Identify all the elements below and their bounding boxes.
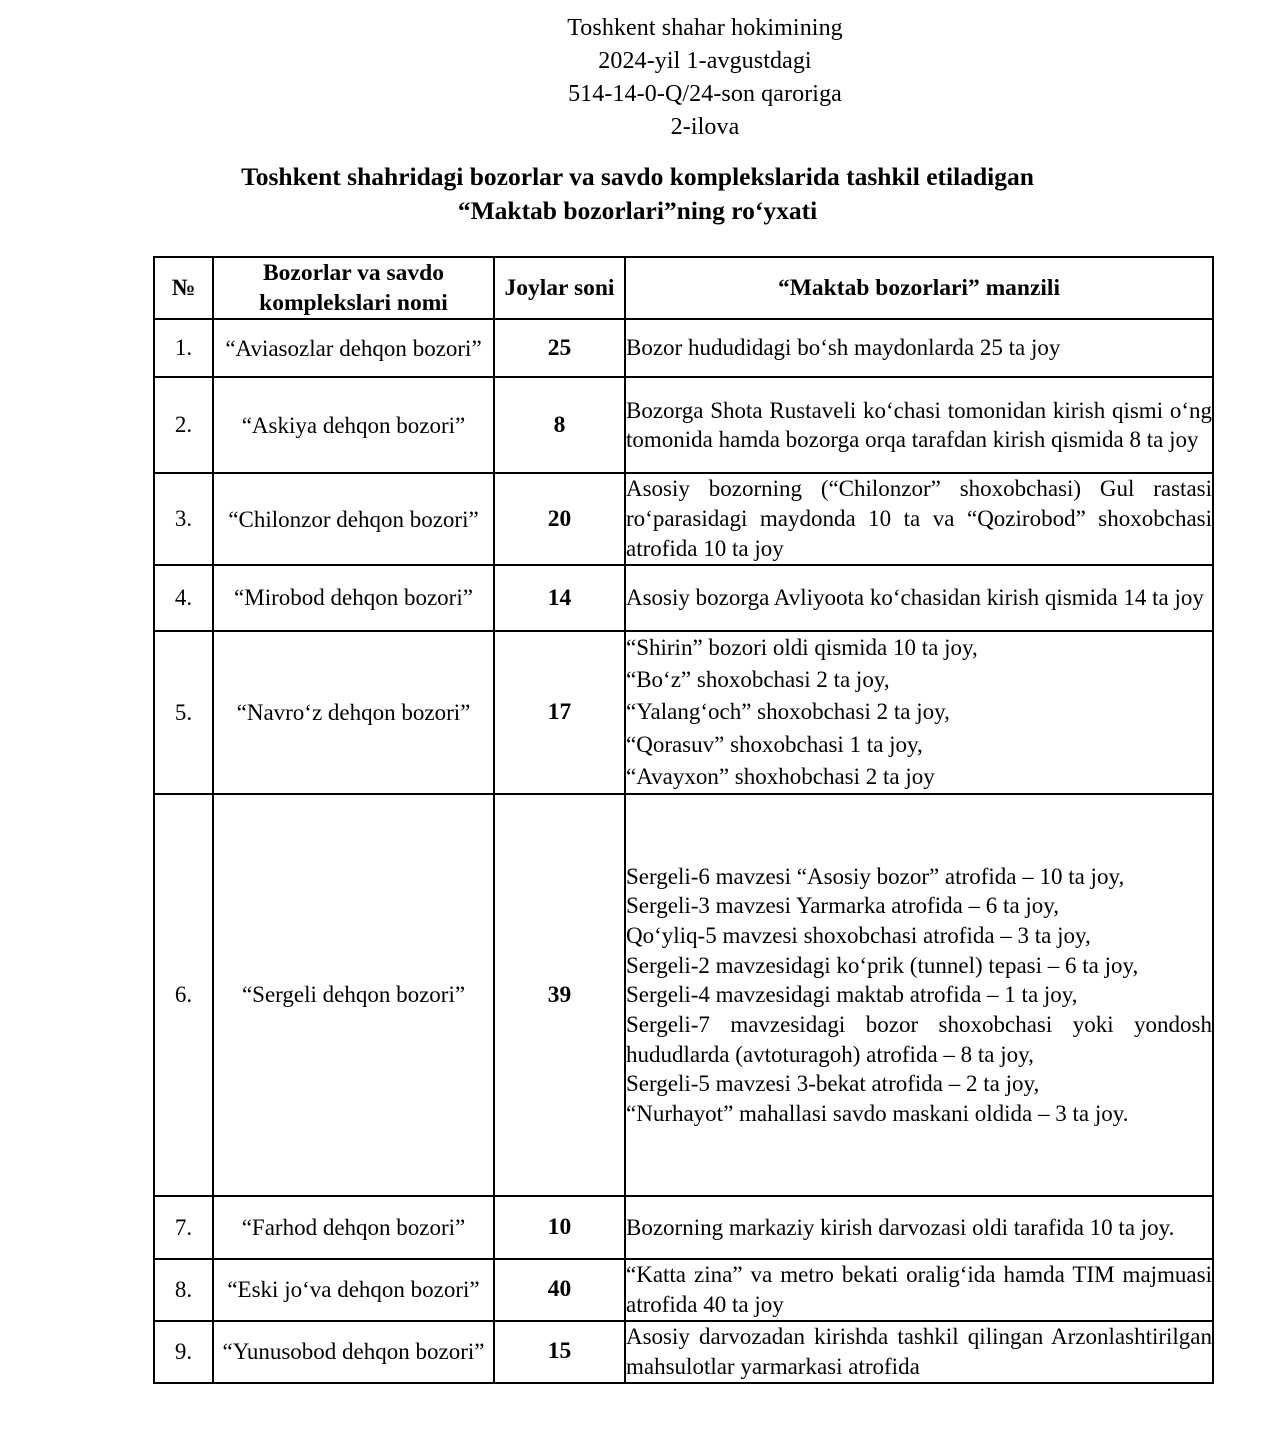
table-row	[154, 473, 1213, 565]
places-count: 15	[494, 1321, 625, 1383]
column-header-market-name-line-2: komplekslari nomi	[259, 290, 448, 317]
address-line: Sergeli-3 mavzesi Yarmarka atrofida – 6 ta joy,	[626, 893, 1060, 919]
table-row	[154, 319, 1213, 377]
market-name	[213, 565, 494, 631]
column-header-market-name	[213, 257, 494, 319]
row-number: 5.	[154, 631, 213, 794]
page-title-line-1: Toshkent shahridagi bozorlar va savdo komplekslarida tashkil etiladigan	[241, 162, 1034, 192]
address-line: “Yalang‘och” shoxobchasi 2 ta joy,	[626, 699, 950, 725]
market-name-line-1: “Mirobod dehqon	[234, 585, 399, 611]
address-line: Sergeli-5 mavzesi 3-bekat atrofida – 2 ta joy,	[626, 1071, 1040, 1097]
address-line: Asosiy bozorning (“Chilonzor” shoxobchasi) Gul rastasi ro‘parasidagi maydonda 10 ta va “Qozirobod” shoxobchasi atrofida 10 ta joy	[626, 476, 1212, 562]
table-row	[154, 1321, 1213, 1383]
market-name-line-1: “Farhod dehqon	[241, 1214, 391, 1240]
market-address	[625, 794, 1213, 1196]
address-line: Sergeli-2 mavzesidagi ko‘prik (tunnel) tepasi – 6 ta joy,	[626, 952, 1139, 978]
table-row	[154, 565, 1213, 631]
market-address	[625, 1321, 1213, 1383]
document-header	[0, 0, 1275, 144]
table-row	[154, 794, 1213, 1196]
address-line: Bozorga Shota Rustaveli ko‘chasi tomonidan kirish qismi o‘ng tomonida hamda bozorga orqa tarafdan kirish qismida 8 ta joy	[626, 397, 1212, 453]
column-header-number: №	[154, 257, 213, 319]
market-name-line-1: “Yunusobod dehqon	[222, 1338, 410, 1364]
address-line: Bozorning markaziy kirish darvozasi oldi tarafida 10 ta joy.	[626, 1214, 1175, 1240]
address-line: “Bo‘z” shoxobchasi 2 ta joy,	[626, 667, 890, 693]
address-line: “Shirin” bozori oldi qismida 10 ta joy,	[626, 635, 978, 661]
row-number: 8.	[154, 1259, 213, 1321]
market-name-line-2: bozori”	[409, 506, 479, 532]
market-name	[213, 319, 494, 377]
market-name-line-2: bozori”	[410, 1277, 480, 1303]
market-name	[213, 377, 494, 473]
places-count: 25	[494, 319, 625, 377]
address-line: “Qorasuv” shoxobchasi 1 ta joy,	[626, 731, 923, 757]
header-line-4: 2-ilova	[670, 114, 740, 141]
table-header-row	[154, 257, 1213, 319]
row-number: 6.	[154, 794, 213, 1196]
market-address	[625, 473, 1213, 565]
address-line: Qo‘yliq-5 mavzesi shoxobchasi atrofida – 3 ta joy,	[626, 922, 1091, 948]
column-header-address: “Maktab bozorlari” manzili	[625, 257, 1213, 319]
market-name-line-1: “Eski jo‘va dehqon	[227, 1277, 405, 1303]
table-row	[154, 1259, 1213, 1321]
market-name	[213, 631, 494, 794]
places-count: 8	[494, 377, 625, 473]
column-header-market-name-line-1: Bozorlar va savdo	[262, 260, 445, 287]
address-line: “Avayxon” shoxhobchasi 2 ta joy	[626, 763, 935, 789]
address-line: “Katta zina” va metro bekati oralig‘ida hamda TIM majmuasi atrofida 40 ta joy	[626, 1262, 1212, 1317]
document-header-block	[567, 12, 843, 144]
row-number: 2.	[154, 377, 213, 473]
places-count: 17	[494, 631, 625, 794]
market-name	[213, 794, 494, 1196]
column-header-places-count-line-2: soni	[573, 275, 615, 302]
table-row	[154, 1196, 1213, 1259]
market-name-line-2: bozori”	[412, 335, 482, 361]
page-title-line-2: “Maktab bozorlari”ning ro‘yxati	[457, 196, 818, 226]
market-name-line-2: bozori”	[415, 1338, 485, 1364]
places-count: 20	[494, 473, 625, 565]
market-name	[213, 1259, 494, 1321]
row-number: 7.	[154, 1196, 213, 1259]
header-line-1: Toshkent shahar hokimining	[567, 15, 843, 41]
markets-table-container	[0, 256, 1275, 1383]
address-line: “Nurhayot” mahallasi savdo maskani oldida – 3 ta joy.	[626, 1100, 1129, 1126]
markets-table	[153, 256, 1214, 1383]
places-count: 40	[494, 1259, 625, 1321]
address-line: Asosiy darvozadan kirishda tashkil qilingan Arzonlashtirilgan mahsulotlar yarmarkasi atrofida	[626, 1323, 1212, 1379]
market-name-line-2: bozori”	[396, 982, 466, 1008]
row-number: 4.	[154, 565, 213, 631]
places-count: 39	[494, 794, 625, 1196]
market-name-line-2: bozori”	[401, 699, 471, 725]
market-name	[213, 473, 494, 565]
header-line-3: 514-14-0-Q/24-son qaroriga	[568, 81, 842, 108]
market-name-line-2: bozori”	[403, 585, 473, 611]
market-name-line-2: bozori”	[396, 1214, 466, 1240]
market-name-line-1: “Askiya dehqon	[241, 412, 391, 438]
market-name-line-1: “Chilonzor dehqon	[228, 506, 404, 532]
header-line-2: 2024-yil 1-avgustdagi	[598, 48, 812, 75]
market-name-line-1: “Navro‘z dehqon	[236, 699, 396, 725]
market-address	[625, 1259, 1213, 1321]
row-number: 3.	[154, 473, 213, 565]
places-count: 10	[494, 1196, 625, 1259]
address-line: Sergeli-6 mavzesi “Asosiy bozor” atrofida – 10 ta joy,	[626, 863, 1125, 889]
table-row	[154, 631, 1213, 794]
market-address	[625, 1196, 1213, 1259]
address-line: Sergeli-4 mavzesidagi maktab atrofida – 1 ta joy,	[626, 982, 1078, 1008]
market-name	[213, 1196, 494, 1259]
market-address	[625, 319, 1213, 377]
row-number: 9.	[154, 1321, 213, 1383]
address-line: Asosiy bozorga Avliyoota ko‘chasidan kirish qismida 14 ta joy	[626, 585, 1204, 611]
market-address	[625, 631, 1213, 794]
market-name-line-2: bozori”	[396, 412, 466, 438]
market-address	[625, 377, 1213, 473]
market-name-line-1: “Aviasozlar dehqon	[225, 335, 407, 361]
row-number: 1.	[154, 319, 213, 377]
page-title	[0, 160, 1275, 228]
places-count: 14	[494, 565, 625, 631]
market-address	[625, 565, 1213, 631]
column-header-places-count-line-1: Joylar	[504, 275, 569, 302]
address-line: Bozor hududidagi bo‘sh maydonlarda 25 ta joy	[626, 335, 1061, 361]
address-line: Sergeli-7 mavzesidagi bozor shoxobchasi yoki yondosh hududlarda (avtoturagoh) atrofida – 8 ta joy,	[626, 1011, 1212, 1067]
column-header-places-count	[494, 257, 625, 319]
table-row	[154, 377, 1213, 473]
market-name	[213, 1321, 494, 1383]
market-name-line-1: “Sergeli dehqon	[241, 982, 391, 1008]
